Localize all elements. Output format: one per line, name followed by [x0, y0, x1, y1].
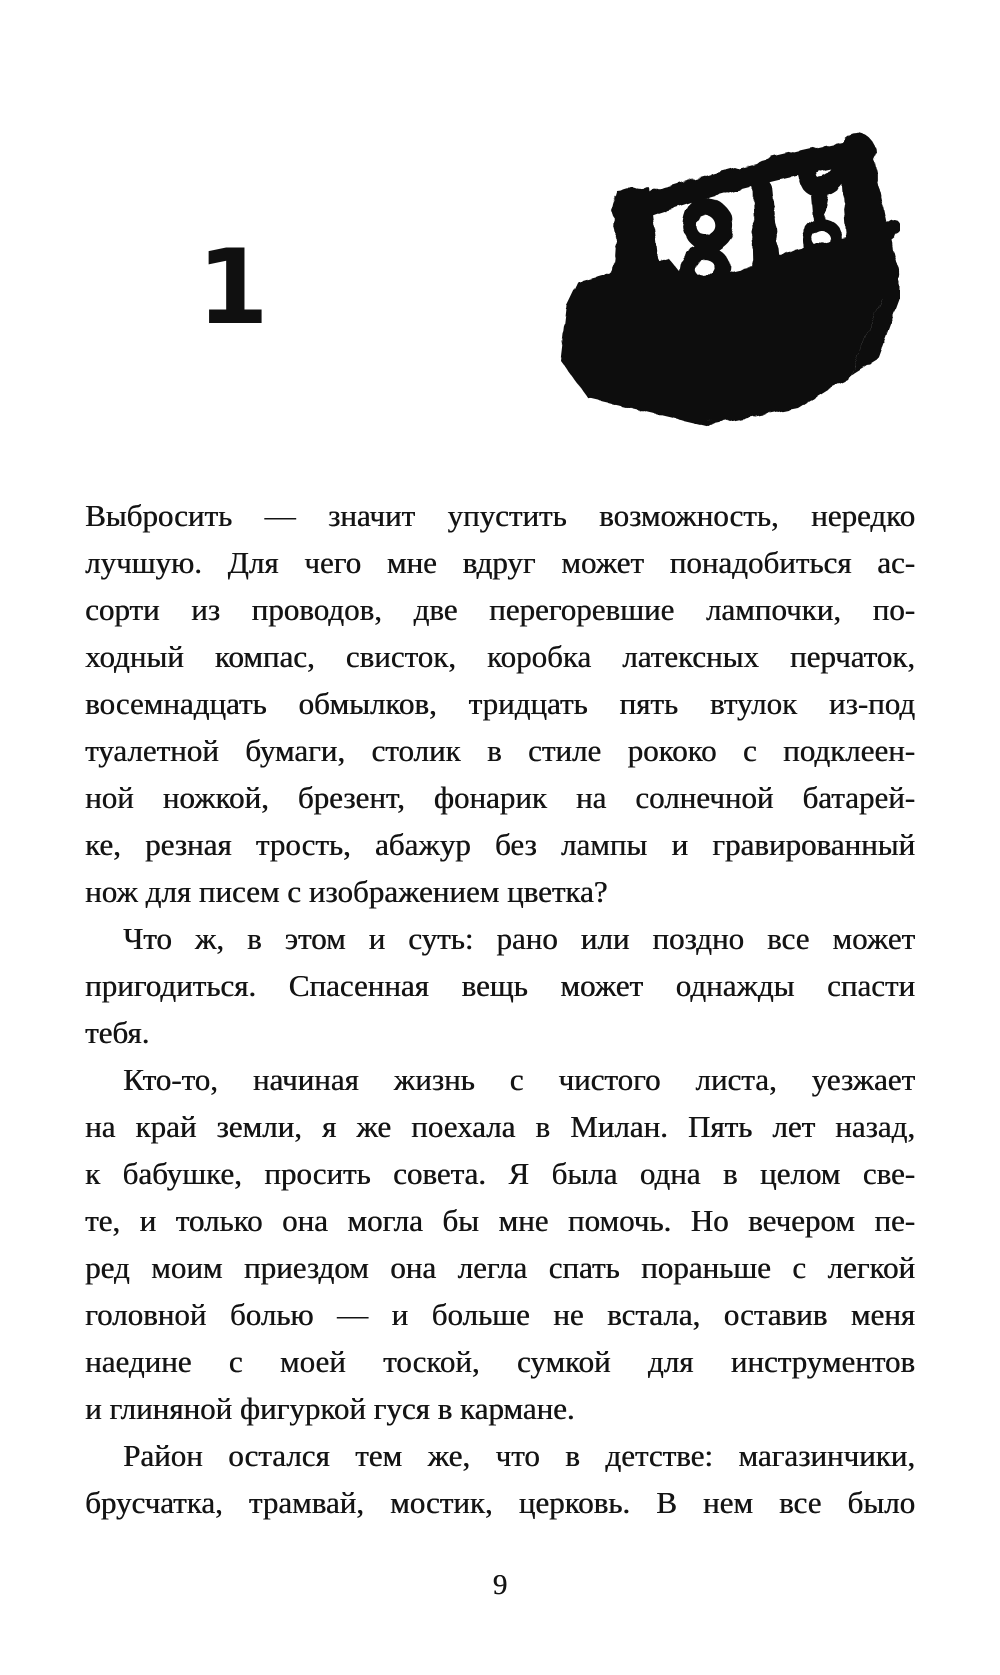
text-line: те, и только она могла бы мне помочь. Но вечером пе-	[85, 1203, 915, 1238]
text-line: сорти из проводов, две перегоревшие лампочки, по-	[85, 592, 915, 627]
body-text	[85, 492, 915, 1526]
text-line: ке, резная трость, абажур без лампы и гравированный	[85, 827, 915, 862]
text-line: Кто-то, начиная жизнь с чистого листа, уезжает	[123, 1062, 915, 1097]
text-line: Что ж, в этом и суть: рано или поздно все может	[123, 921, 915, 956]
text-line: наедине с моей тоской, сумкой для инструментов	[85, 1344, 915, 1379]
text-line: к бабушке, просить совета. Я была одна в целом све-	[85, 1156, 915, 1191]
toolbox-icon	[548, 108, 900, 430]
toolbox-illustration	[548, 108, 900, 430]
text-line: туалетной бумаги, столик в стиле рококо с подклеен-	[85, 733, 915, 768]
text-line: восемнадцать обмылков, тридцать пять втулок из-под	[85, 686, 915, 721]
text-line: и глиняной фигуркой гуся в кармане.	[85, 1391, 575, 1426]
text-line: Выбросить — значит упустить возможность, нередко	[85, 498, 915, 533]
text-line: тебя.	[85, 1015, 150, 1050]
text-line: пригодиться. Спасенная вещь может однажды спасти	[85, 968, 915, 1003]
text-line: головной болью — и больше не встала, оставив меня	[85, 1297, 915, 1332]
text-line: Район остался тем же, что в детстве: магазинчики,	[123, 1438, 915, 1473]
text-line: брусчатка, трамвай, мостик, церковь. В нем все было	[85, 1485, 915, 1520]
text-line: ходный компас, свисток, коробка латексных перчаток,	[85, 639, 915, 674]
text-line: нож для писем с изображением цветка?	[85, 874, 608, 909]
text-line: ной ножкой, брезент, фонарик на солнечной батарей-	[85, 780, 915, 815]
chapter-number: 1	[197, 228, 269, 348]
page-number: 9	[492, 1569, 508, 1601]
text-line: на край земли, я же поехала в Милан. Пять лет назад,	[85, 1109, 915, 1144]
text-line: ред моим приездом она легла спать пораньше с легкой	[85, 1250, 915, 1285]
text-line: лучшую. Для чего мне вдруг может понадобиться ас-	[85, 545, 915, 580]
